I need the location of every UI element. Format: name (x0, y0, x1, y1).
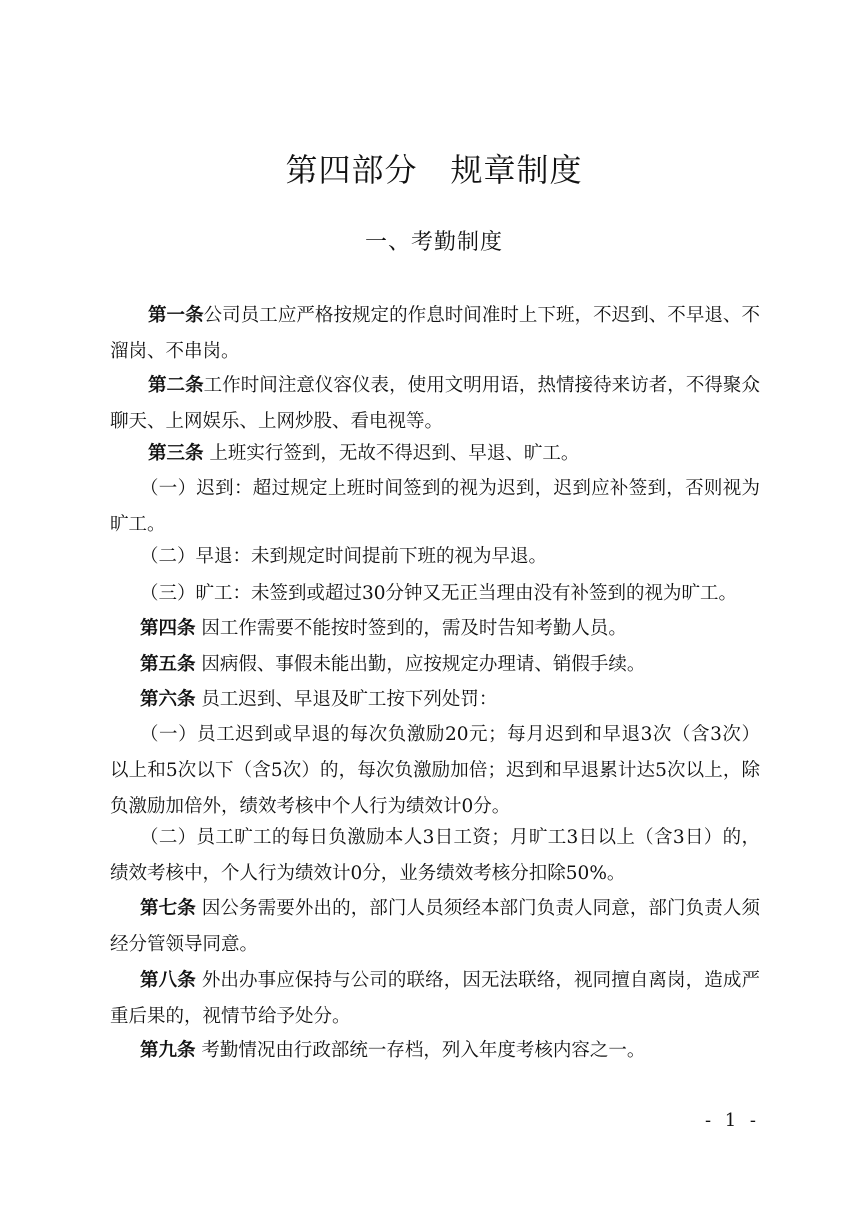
article-label: 第二条 (148, 375, 204, 396)
paragraph-text: 上班实行签到，无故不得迟到、早退、旷工。 (203, 443, 580, 464)
paragraph-article-2 (110, 368, 760, 440)
article-label: 第三条 (148, 443, 204, 464)
paragraph-text: 外出办事应保持与公司的联络，因无法联络，视同擅自离岗，造成严重后果的，视情节给予处分。 (110, 970, 760, 1027)
paragraph-text: （一）员工迟到或早退的每次负激励20元；每月迟到和早退3次（含3次）以上和5次以下（含5次）的，每次负激励加倍；迟到和早退累计达5次以上，除负激励加倍外，绩效考核中个人行为绩效计0分。 (110, 724, 760, 817)
page-title: 第四部分 规章制度 (285, 151, 583, 189)
page-number: - 1 - (704, 1110, 760, 1131)
paragraph-article-4 (110, 611, 760, 647)
paragraph-text: （二）员工旷工的每日负激励本人3日工资；月旷工3日以上（含3日）的，绩效考核中，个人行为绩效计0分，业务绩效考核分扣除50%。 (110, 827, 760, 884)
paragraph-text: （二）早退：未到规定时间提前下班的视为早退。 (140, 546, 548, 567)
paragraph-text: 因工作需要不能按时签到的，需及时告知考勤人员。 (195, 618, 627, 639)
paragraph-text: 公司员工应严格按规定的作息时间准时上下班，不迟到、不早退、不溜岗、不串岗。 (110, 305, 760, 362)
article-label: 第六条 (140, 689, 196, 710)
paragraph-article-8 (110, 963, 760, 1035)
paragraph-penalty-absence (110, 820, 760, 892)
article-label: 第八条 (140, 970, 196, 991)
paragraph-article-6 (110, 682, 760, 718)
paragraph-item-absence (110, 576, 760, 612)
article-label: 第九条 (140, 1040, 196, 1061)
paragraph-text: 员工迟到、早退及旷工按下列处罚： (195, 689, 498, 710)
paragraph-text: 考勤情况由行政部统一存档，列入年度考核内容之一。 (195, 1040, 646, 1061)
article-label: 第四条 (140, 618, 196, 639)
article-label: 第七条 (140, 898, 196, 919)
paragraph-article-3 (110, 436, 760, 472)
article-label: 第五条 (140, 654, 196, 675)
paragraph-item-leave-early (110, 539, 760, 575)
section-title: 一、考勤制度 (364, 230, 503, 255)
article-label: 第一条 (148, 305, 204, 326)
paragraph-text: 因病假、事假未能出勤，应按规定办理请、销假手续。 (195, 654, 646, 675)
paragraph-text: （一）迟到：超过规定上班时间签到的视为迟到，迟到应补签到，否则视为旷工。 (110, 478, 760, 535)
paragraph-article-5 (110, 647, 760, 683)
paragraph-penalty-late (110, 717, 760, 825)
paragraph-text: （三）旷工：未签到或超过30分钟又无正当理由没有补签到的视为旷工。 (140, 583, 738, 604)
paragraph-article-9 (110, 1033, 760, 1069)
paragraph-article-1 (110, 298, 760, 370)
paragraph-item-late (110, 471, 760, 543)
paragraph-text: 因公务需要外出的，部门人员须经本部门负责人同意，部门负责人须经分管领导同意。 (110, 898, 760, 955)
paragraph-text: 工作时间注意仪容仪表，使用文明用语，热情接待来访者，不得聚众聊天、上网娱乐、上网炒股、看电视等。 (110, 375, 760, 432)
paragraph-article-7 (110, 891, 760, 963)
